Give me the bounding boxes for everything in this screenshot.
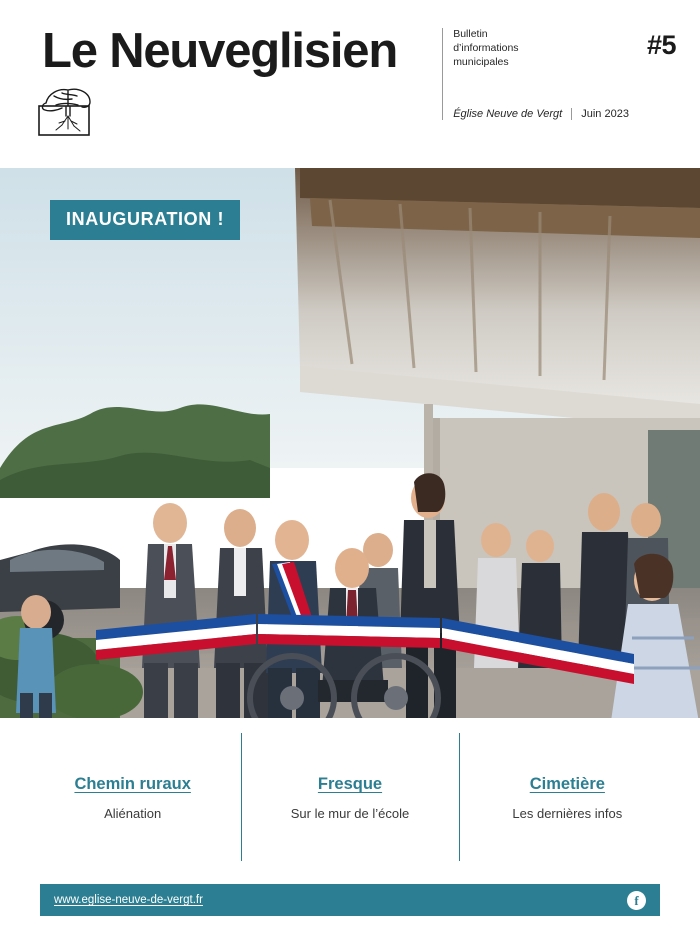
masthead-meta: [442, 28, 676, 120]
teaser-subtitle: Sur le mur de l’école: [290, 806, 410, 821]
page-title: Le Neuveglisien: [42, 24, 398, 78]
bulletin-description: [453, 28, 629, 70]
teaser-title[interactable]: Fresque: [317, 775, 383, 793]
masthead-meta-block: [442, 28, 629, 120]
footer-bar: [40, 884, 660, 916]
facebook-icon[interactable]: f: [627, 891, 646, 910]
bulletin-line-1: Bulletin: [453, 28, 488, 40]
commune-name: Église Neuve de Vergt: [453, 107, 563, 120]
issue-number: #5: [646, 30, 676, 60]
teaser-item[interactable]: [24, 775, 241, 821]
teaser-item[interactable]: [459, 775, 676, 821]
issue-date: Juin 2023: [571, 108, 629, 120]
masthead-row: [24, 14, 676, 120]
masthead-meta-bottom: [453, 108, 629, 120]
masthead: [0, 0, 700, 168]
tree-roots-logo-svg: [32, 83, 100, 137]
hero-photo: [0, 168, 700, 718]
teaser-subtitle: Aliénation: [104, 806, 162, 821]
bulletin-line-3: municipales: [453, 55, 509, 68]
hero-badge: INAUGURATION !: [50, 200, 240, 240]
teaser-subtitle: Les dernières infos: [512, 806, 623, 821]
figure-boy-left: [16, 595, 56, 718]
bulletin-line-2: d’informations: [453, 41, 519, 54]
teaser-item[interactable]: [241, 775, 458, 821]
teaser-row: [0, 718, 700, 878]
teaser-title[interactable]: Chemin ruraux: [74, 775, 191, 793]
hero-photo-illustration: [0, 168, 700, 718]
website-link[interactable]: www.eglise-neuve-de-vergt.fr: [54, 894, 203, 906]
tree-roots-logo: [32, 83, 100, 137]
teaser-title[interactable]: Cimetière: [529, 775, 605, 793]
